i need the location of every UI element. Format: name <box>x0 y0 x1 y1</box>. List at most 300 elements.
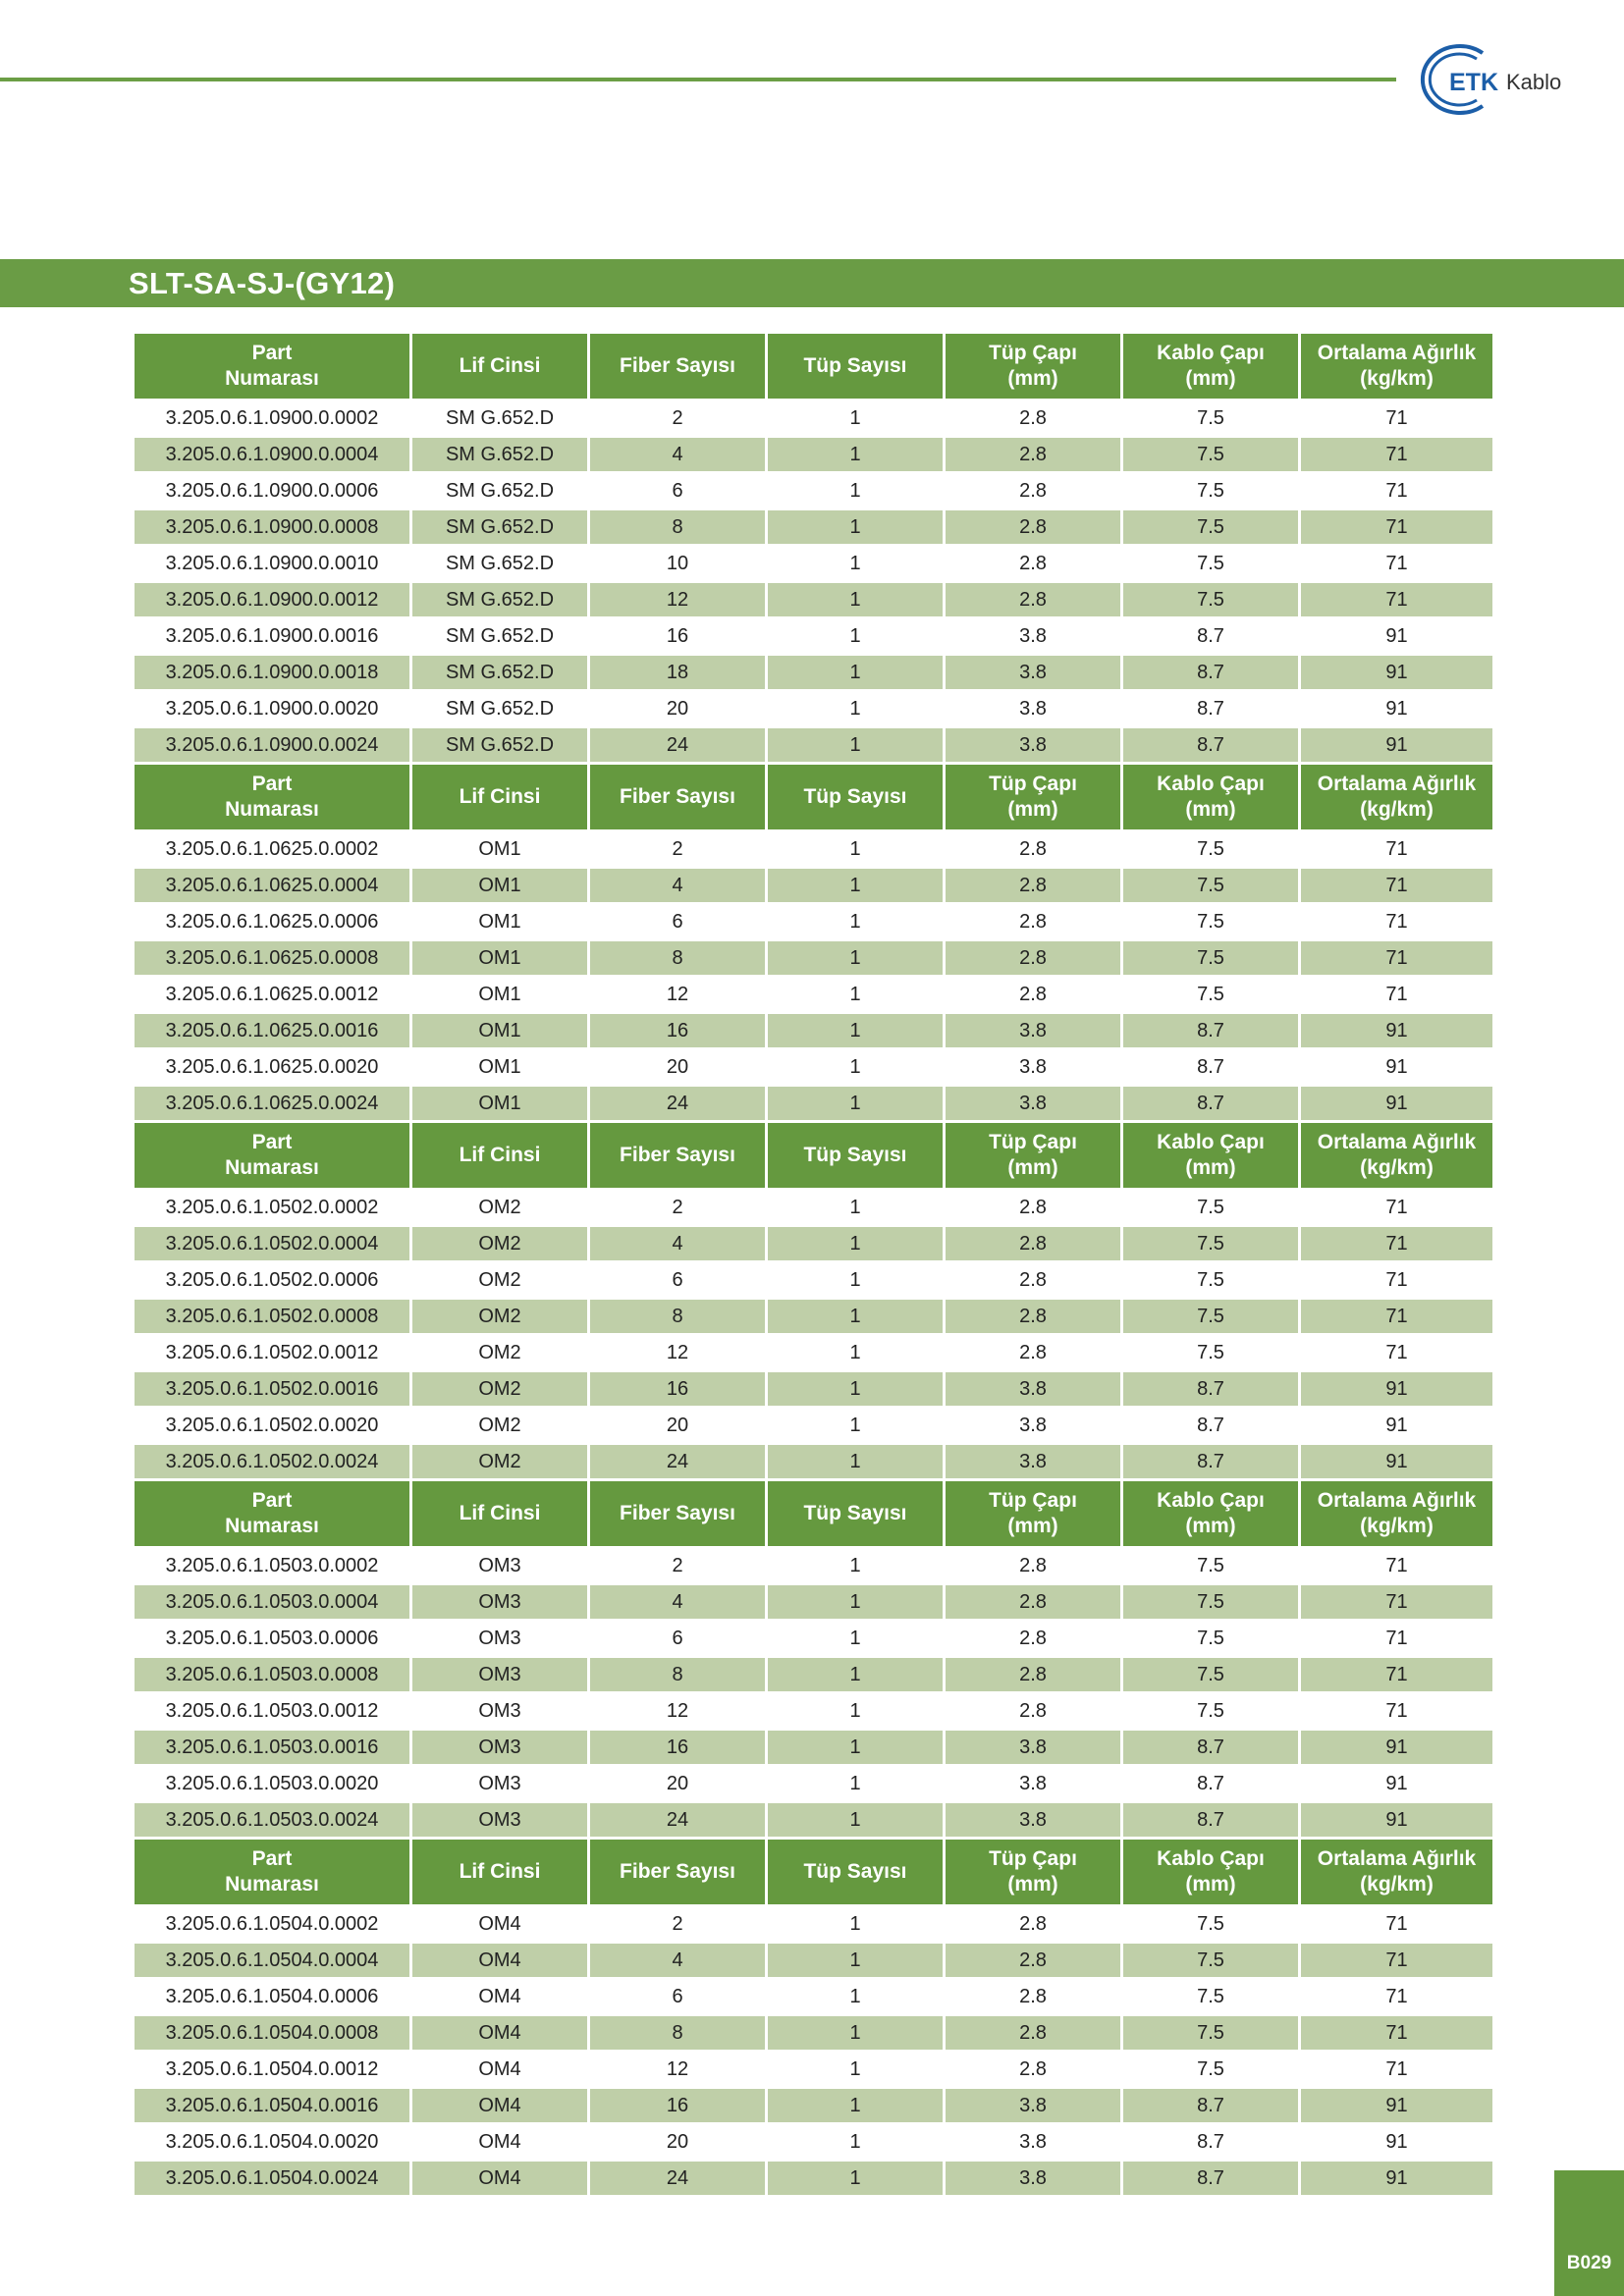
table-header-row <box>135 1481 1492 1549</box>
cell-part-number: 3.205.0.6.1.0502.0.0024 <box>135 1445 409 1481</box>
cell-part-number: 3.205.0.6.1.0625.0.0020 <box>135 1050 409 1087</box>
cell-average-weight: 71 <box>1301 1694 1492 1731</box>
cell-average-weight: 91 <box>1301 1014 1492 1050</box>
cell-tube-count: 1 <box>768 1549 943 1585</box>
cell-average-weight: 91 <box>1301 619 1492 656</box>
cell-fiber-type: OM4 <box>412 2089 587 2125</box>
cell-tube-count: 1 <box>768 1191 943 1227</box>
cell-average-weight: 91 <box>1301 1767 1492 1803</box>
cell-cable-diameter: 8.7 <box>1123 619 1298 656</box>
cell-fiber-count: 24 <box>590 2162 765 2198</box>
cell-tube-diameter: 2.8 <box>946 1336 1120 1372</box>
cell-average-weight: 71 <box>1301 1191 1492 1227</box>
cell-fiber-type: OM3 <box>412 1694 587 1731</box>
page-tab <box>1554 2170 1624 2296</box>
cell-tube-diameter: 3.8 <box>946 619 1120 656</box>
cell-tube-count: 1 <box>768 619 943 656</box>
logo-rings-icon <box>1418 35 1595 124</box>
column-header-fiber-count: Fiber Sayısı <box>590 1123 765 1191</box>
cell-fiber-count: 8 <box>590 2016 765 2053</box>
cell-fiber-count: 20 <box>590 1409 765 1445</box>
table-row <box>135 1087 1492 1123</box>
cell-part-number: 3.205.0.6.1.0900.0.0018 <box>135 656 409 692</box>
cell-tube-diameter: 2.8 <box>946 1694 1120 1731</box>
column-header-cable-diameter: Kablo Çapı (mm) <box>1123 334 1298 401</box>
cell-fiber-type: SM G.652.D <box>412 619 587 656</box>
cell-fiber-type: OM3 <box>412 1549 587 1585</box>
table-row <box>135 1014 1492 1050</box>
cell-part-number: 3.205.0.6.1.0504.0.0016 <box>135 2089 409 2125</box>
cell-part-number: 3.205.0.6.1.0625.0.0012 <box>135 978 409 1014</box>
cell-tube-count: 1 <box>768 1409 943 1445</box>
cell-part-number: 3.205.0.6.1.0900.0.0016 <box>135 619 409 656</box>
cell-average-weight: 91 <box>1301 2162 1492 2198</box>
page-number: B029 <box>1566 2253 1612 2273</box>
cell-cable-diameter: 7.5 <box>1123 1191 1298 1227</box>
column-header-cable-diameter: Kablo Çapı (mm) <box>1123 1840 1298 1907</box>
cell-tube-diameter: 3.8 <box>946 1731 1120 1767</box>
cell-tube-diameter: 2.8 <box>946 1263 1120 1300</box>
cell-fiber-count: 12 <box>590 1694 765 1731</box>
cell-average-weight: 71 <box>1301 1585 1492 1622</box>
cell-tube-count: 1 <box>768 1372 943 1409</box>
cell-fiber-type: OM1 <box>412 905 587 941</box>
cell-fiber-type: OM1 <box>412 832 587 869</box>
cell-average-weight: 91 <box>1301 656 1492 692</box>
cell-fiber-count: 4 <box>590 869 765 905</box>
column-header-fiber-type: Lif Cinsi <box>412 1123 587 1191</box>
column-header-fiber-type: Lif Cinsi <box>412 334 587 401</box>
cell-cable-diameter: 7.5 <box>1123 1227 1298 1263</box>
cell-fiber-count: 8 <box>590 941 765 978</box>
cell-tube-diameter: 3.8 <box>946 1087 1120 1123</box>
column-header-tube-diameter: Tüp Çapı (mm) <box>946 1123 1120 1191</box>
cell-tube-diameter: 3.8 <box>946 656 1120 692</box>
cell-fiber-type: OM2 <box>412 1191 587 1227</box>
table-row <box>135 1050 1492 1087</box>
cell-fiber-count: 10 <box>590 547 765 583</box>
cell-tube-diameter: 2.8 <box>946 978 1120 1014</box>
cell-average-weight: 91 <box>1301 2125 1492 2162</box>
column-header-tube-diameter: Tüp Çapı (mm) <box>946 765 1120 832</box>
cell-fiber-type: SM G.652.D <box>412 510 587 547</box>
table-row <box>135 1585 1492 1622</box>
cell-fiber-type: OM4 <box>412 1980 587 2016</box>
cell-cable-diameter: 8.7 <box>1123 692 1298 728</box>
cell-tube-diameter: 2.8 <box>946 438 1120 474</box>
table-row <box>135 1907 1492 1944</box>
column-header-cable-diameter: Kablo Çapı (mm) <box>1123 765 1298 832</box>
cell-tube-diameter: 3.8 <box>946 1803 1120 1840</box>
cell-cable-diameter: 8.7 <box>1123 1014 1298 1050</box>
column-header-fiber-type: Lif Cinsi <box>412 1481 587 1549</box>
cell-fiber-count: 2 <box>590 1191 765 1227</box>
cell-tube-diameter: 3.8 <box>946 2162 1120 2198</box>
cell-cable-diameter: 7.5 <box>1123 2016 1298 2053</box>
cell-fiber-type: SM G.652.D <box>412 401 587 438</box>
table-row <box>135 692 1492 728</box>
cell-cable-diameter: 7.5 <box>1123 474 1298 510</box>
cell-average-weight: 71 <box>1301 438 1492 474</box>
cell-fiber-type: OM2 <box>412 1445 587 1481</box>
column-header-part-number: Part Numarası <box>135 765 409 832</box>
cell-tube-diameter: 2.8 <box>946 547 1120 583</box>
cell-fiber-type: OM4 <box>412 1944 587 1980</box>
cell-fiber-type: OM2 <box>412 1300 587 1336</box>
table-row <box>135 1191 1492 1227</box>
cell-part-number: 3.205.0.6.1.0504.0.0012 <box>135 2053 409 2089</box>
column-header-average-weight: Ortalama Ağırlık (kg/km) <box>1301 1840 1492 1907</box>
table-row <box>135 1803 1492 1840</box>
cell-cable-diameter: 8.7 <box>1123 2125 1298 2162</box>
table-row <box>135 728 1492 765</box>
cell-cable-diameter: 7.5 <box>1123 1549 1298 1585</box>
cell-fiber-count: 16 <box>590 2089 765 2125</box>
cell-part-number: 3.205.0.6.1.0625.0.0016 <box>135 1014 409 1050</box>
cell-average-weight: 71 <box>1301 1944 1492 1980</box>
cell-tube-diameter: 3.8 <box>946 2089 1120 2125</box>
cell-tube-count: 1 <box>768 401 943 438</box>
cell-fiber-count: 20 <box>590 2125 765 2162</box>
cell-fiber-count: 16 <box>590 1731 765 1767</box>
cell-tube-count: 1 <box>768 1227 943 1263</box>
table-row <box>135 2125 1492 2162</box>
cell-tube-diameter: 3.8 <box>946 728 1120 765</box>
cell-cable-diameter: 7.5 <box>1123 1336 1298 1372</box>
cell-cable-diameter: 8.7 <box>1123 1409 1298 1445</box>
table-row <box>135 1658 1492 1694</box>
cell-fiber-count: 4 <box>590 1227 765 1263</box>
cell-part-number: 3.205.0.6.1.0502.0.0004 <box>135 1227 409 1263</box>
table-row <box>135 1731 1492 1767</box>
cell-average-weight: 71 <box>1301 1227 1492 1263</box>
cell-cable-diameter: 8.7 <box>1123 1372 1298 1409</box>
cell-part-number: 3.205.0.6.1.0502.0.0020 <box>135 1409 409 1445</box>
cell-tube-diameter: 3.8 <box>946 1409 1120 1445</box>
cell-fiber-count: 2 <box>590 1549 765 1585</box>
table-row <box>135 1622 1492 1658</box>
cell-cable-diameter: 7.5 <box>1123 510 1298 547</box>
cell-part-number: 3.205.0.6.1.0900.0.0004 <box>135 438 409 474</box>
cell-cable-diameter: 7.5 <box>1123 1694 1298 1731</box>
column-header-cable-diameter: Kablo Çapı (mm) <box>1123 1123 1298 1191</box>
table-row <box>135 510 1492 547</box>
cell-fiber-count: 8 <box>590 1658 765 1694</box>
table-row <box>135 1227 1492 1263</box>
cell-fiber-type: OM2 <box>412 1409 587 1445</box>
cell-average-weight: 71 <box>1301 978 1492 1014</box>
cell-fiber-type: OM1 <box>412 941 587 978</box>
cell-tube-diameter: 3.8 <box>946 1767 1120 1803</box>
cell-part-number: 3.205.0.6.1.0900.0.0020 <box>135 692 409 728</box>
page-title: SLT-SA-SJ-(GY12) <box>129 266 396 300</box>
cell-tube-diameter: 3.8 <box>946 692 1120 728</box>
cell-tube-count: 1 <box>768 692 943 728</box>
cell-average-weight: 71 <box>1301 905 1492 941</box>
table-row <box>135 401 1492 438</box>
cell-tube-count: 1 <box>768 2089 943 2125</box>
cell-fiber-type: SM G.652.D <box>412 728 587 765</box>
logo-word: Kablo <box>1506 70 1562 94</box>
cell-average-weight: 91 <box>1301 1445 1492 1481</box>
cell-part-number: 3.205.0.6.1.0503.0.0004 <box>135 1585 409 1622</box>
cell-tube-diameter: 2.8 <box>946 869 1120 905</box>
cell-fiber-count: 4 <box>590 1944 765 1980</box>
cell-part-number: 3.205.0.6.1.0504.0.0020 <box>135 2125 409 2162</box>
cell-tube-diameter: 2.8 <box>946 1191 1120 1227</box>
logo-mark: ETK <box>1449 69 1498 96</box>
cell-tube-count: 1 <box>768 474 943 510</box>
cell-fiber-count: 8 <box>590 1300 765 1336</box>
cell-tube-count: 1 <box>768 1585 943 1622</box>
table-row <box>135 1944 1492 1980</box>
cell-fiber-count: 2 <box>590 1907 765 1944</box>
cell-part-number: 3.205.0.6.1.0900.0.0012 <box>135 583 409 619</box>
cell-fiber-type: SM G.652.D <box>412 583 587 619</box>
table-row <box>135 2089 1492 2125</box>
cell-cable-diameter: 7.5 <box>1123 1907 1298 1944</box>
cell-fiber-count: 6 <box>590 905 765 941</box>
table-row <box>135 2016 1492 2053</box>
cell-tube-diameter: 2.8 <box>946 1658 1120 1694</box>
cell-tube-diameter: 3.8 <box>946 2125 1120 2162</box>
cell-tube-diameter: 2.8 <box>946 1300 1120 1336</box>
cell-cable-diameter: 8.7 <box>1123 728 1298 765</box>
cell-fiber-count: 24 <box>590 1803 765 1840</box>
column-header-average-weight: Ortalama Ağırlık (kg/km) <box>1301 334 1492 401</box>
cell-fiber-type: SM G.652.D <box>412 692 587 728</box>
cell-part-number: 3.205.0.6.1.0503.0.0006 <box>135 1622 409 1658</box>
table-row <box>135 941 1492 978</box>
cell-average-weight: 91 <box>1301 1050 1492 1087</box>
cell-cable-diameter: 7.5 <box>1123 401 1298 438</box>
cell-tube-count: 1 <box>768 2162 943 2198</box>
cell-cable-diameter: 7.5 <box>1123 1585 1298 1622</box>
cell-fiber-type: SM G.652.D <box>412 474 587 510</box>
table-row <box>135 1445 1492 1481</box>
cell-average-weight: 71 <box>1301 869 1492 905</box>
cell-tube-count: 1 <box>768 1300 943 1336</box>
table-row <box>135 832 1492 869</box>
cell-tube-diameter: 2.8 <box>946 1622 1120 1658</box>
cell-average-weight: 71 <box>1301 1300 1492 1336</box>
cell-part-number: 3.205.0.6.1.0503.0.0024 <box>135 1803 409 1840</box>
table-header-row <box>135 1840 1492 1907</box>
table-row <box>135 869 1492 905</box>
cell-part-number: 3.205.0.6.1.0502.0.0008 <box>135 1300 409 1336</box>
cell-tube-count: 1 <box>768 1087 943 1123</box>
cell-average-weight: 91 <box>1301 2089 1492 2125</box>
cell-tube-count: 1 <box>768 1944 943 1980</box>
cell-fiber-count: 16 <box>590 1014 765 1050</box>
cell-fiber-type: OM4 <box>412 2125 587 2162</box>
table-row <box>135 1409 1492 1445</box>
cell-part-number: 3.205.0.6.1.0625.0.0004 <box>135 869 409 905</box>
cell-tube-count: 1 <box>768 728 943 765</box>
cell-part-number: 3.205.0.6.1.0503.0.0012 <box>135 1694 409 1731</box>
cell-average-weight: 71 <box>1301 474 1492 510</box>
cell-tube-count: 1 <box>768 438 943 474</box>
cell-tube-count: 1 <box>768 547 943 583</box>
cell-tube-count: 1 <box>768 1050 943 1087</box>
table-row <box>135 1980 1492 2016</box>
cell-fiber-count: 4 <box>590 1585 765 1622</box>
cell-fiber-type: OM2 <box>412 1227 587 1263</box>
cell-fiber-type: OM1 <box>412 1014 587 1050</box>
cell-fiber-type: OM3 <box>412 1585 587 1622</box>
cell-fiber-type: OM4 <box>412 1907 587 1944</box>
table-row <box>135 1694 1492 1731</box>
cell-cable-diameter: 8.7 <box>1123 2089 1298 2125</box>
cell-tube-count: 1 <box>768 1694 943 1731</box>
cell-fiber-count: 24 <box>590 1087 765 1123</box>
cell-part-number: 3.205.0.6.1.0900.0.0006 <box>135 474 409 510</box>
cell-tube-diameter: 2.8 <box>946 1549 1120 1585</box>
cell-part-number: 3.205.0.6.1.0504.0.0002 <box>135 1907 409 1944</box>
cell-tube-count: 1 <box>768 1980 943 2016</box>
cell-tube-diameter: 2.8 <box>946 1585 1120 1622</box>
cell-tube-diameter: 2.8 <box>946 1944 1120 1980</box>
cell-tube-count: 1 <box>768 1907 943 1944</box>
cell-average-weight: 71 <box>1301 1907 1492 1944</box>
cell-cable-diameter: 7.5 <box>1123 2053 1298 2089</box>
cell-fiber-type: OM2 <box>412 1336 587 1372</box>
cell-average-weight: 71 <box>1301 1658 1492 1694</box>
cell-fiber-count: 20 <box>590 1050 765 1087</box>
table-header-row <box>135 334 1492 401</box>
table-row <box>135 438 1492 474</box>
column-header-average-weight: Ortalama Ağırlık (kg/km) <box>1301 1481 1492 1549</box>
cell-cable-diameter: 8.7 <box>1123 1087 1298 1123</box>
cell-average-weight: 91 <box>1301 1372 1492 1409</box>
cell-tube-diameter: 2.8 <box>946 401 1120 438</box>
cell-cable-diameter: 8.7 <box>1123 1803 1298 1840</box>
table-row <box>135 474 1492 510</box>
cell-fiber-count: 12 <box>590 978 765 1014</box>
cell-fiber-type: OM4 <box>412 2016 587 2053</box>
column-header-tube-diameter: Tüp Çapı (mm) <box>946 1481 1120 1549</box>
cell-fiber-count: 6 <box>590 474 765 510</box>
column-header-fiber-count: Fiber Sayısı <box>590 334 765 401</box>
cell-part-number: 3.205.0.6.1.0502.0.0006 <box>135 1263 409 1300</box>
cell-part-number: 3.205.0.6.1.0900.0.0024 <box>135 728 409 765</box>
cell-tube-count: 1 <box>768 510 943 547</box>
cell-part-number: 3.205.0.6.1.0503.0.0002 <box>135 1549 409 1585</box>
cell-average-weight: 91 <box>1301 1087 1492 1123</box>
cell-fiber-type: OM1 <box>412 1087 587 1123</box>
column-header-tube-count: Tüp Sayısı <box>768 1123 943 1191</box>
column-header-tube-diameter: Tüp Çapı (mm) <box>946 334 1120 401</box>
cell-cable-diameter: 7.5 <box>1123 1263 1298 1300</box>
cell-average-weight: 71 <box>1301 2053 1492 2089</box>
column-header-part-number: Part Numarası <box>135 1123 409 1191</box>
cell-average-weight: 91 <box>1301 728 1492 765</box>
cell-cable-diameter: 7.5 <box>1123 1658 1298 1694</box>
cell-tube-count: 1 <box>768 2016 943 2053</box>
cell-cable-diameter: 8.7 <box>1123 656 1298 692</box>
cell-fiber-count: 6 <box>590 1622 765 1658</box>
cell-fiber-count: 6 <box>590 1263 765 1300</box>
cell-tube-diameter: 2.8 <box>946 474 1120 510</box>
cell-fiber-type: SM G.652.D <box>412 438 587 474</box>
cell-tube-count: 1 <box>768 1445 943 1481</box>
column-header-tube-diameter: Tüp Çapı (mm) <box>946 1840 1120 1907</box>
cell-average-weight: 91 <box>1301 1803 1492 1840</box>
cell-cable-diameter: 7.5 <box>1123 1300 1298 1336</box>
table-row <box>135 656 1492 692</box>
column-header-part-number: Part Numarası <box>135 1481 409 1549</box>
spec-table-body <box>135 334 1492 2198</box>
cell-fiber-count: 16 <box>590 619 765 656</box>
cell-fiber-count: 12 <box>590 2053 765 2089</box>
cell-part-number: 3.205.0.6.1.0625.0.0006 <box>135 905 409 941</box>
title-bar <box>0 259 1624 307</box>
cell-fiber-type: OM1 <box>412 869 587 905</box>
cell-fiber-count: 18 <box>590 656 765 692</box>
table-row <box>135 619 1492 656</box>
cell-cable-diameter: 8.7 <box>1123 2162 1298 2198</box>
cell-average-weight: 71 <box>1301 1622 1492 1658</box>
cell-fiber-count: 20 <box>590 692 765 728</box>
column-header-average-weight: Ortalama Ağırlık (kg/km) <box>1301 1123 1492 1191</box>
cell-fiber-count: 16 <box>590 1372 765 1409</box>
cell-average-weight: 71 <box>1301 401 1492 438</box>
cell-part-number: 3.205.0.6.1.0504.0.0006 <box>135 1980 409 2016</box>
cell-average-weight: 71 <box>1301 583 1492 619</box>
cell-part-number: 3.205.0.6.1.0503.0.0016 <box>135 1731 409 1767</box>
cell-tube-diameter: 2.8 <box>946 941 1120 978</box>
cell-tube-diameter: 3.8 <box>946 1372 1120 1409</box>
cell-fiber-count: 20 <box>590 1767 765 1803</box>
table-row <box>135 978 1492 1014</box>
cell-average-weight: 71 <box>1301 832 1492 869</box>
cell-tube-diameter: 3.8 <box>946 1014 1120 1050</box>
header-rule <box>0 78 1396 81</box>
cell-tube-diameter: 2.8 <box>946 1907 1120 1944</box>
cell-part-number: 3.205.0.6.1.0900.0.0010 <box>135 547 409 583</box>
cell-cable-diameter: 8.7 <box>1123 1767 1298 1803</box>
cell-tube-diameter: 3.8 <box>946 1445 1120 1481</box>
cell-tube-diameter: 2.8 <box>946 2053 1120 2089</box>
cell-tube-count: 1 <box>768 1731 943 1767</box>
cell-fiber-type: SM G.652.D <box>412 656 587 692</box>
cell-average-weight: 71 <box>1301 1336 1492 1372</box>
cell-tube-count: 1 <box>768 832 943 869</box>
table-header-row <box>135 1123 1492 1191</box>
column-header-cable-diameter: Kablo Çapı (mm) <box>1123 1481 1298 1549</box>
cell-tube-count: 1 <box>768 583 943 619</box>
cell-tube-count: 1 <box>768 1658 943 1694</box>
cell-tube-count: 1 <box>768 1336 943 1372</box>
cell-cable-diameter: 7.5 <box>1123 869 1298 905</box>
cell-tube-diameter: 2.8 <box>946 2016 1120 2053</box>
cell-cable-diameter: 8.7 <box>1123 1050 1298 1087</box>
table-header-row <box>135 765 1492 832</box>
cell-tube-count: 1 <box>768 656 943 692</box>
cell-part-number: 3.205.0.6.1.0504.0.0008 <box>135 2016 409 2053</box>
cell-part-number: 3.205.0.6.1.0504.0.0024 <box>135 2162 409 2198</box>
cell-cable-diameter: 8.7 <box>1123 1731 1298 1767</box>
cell-average-weight: 71 <box>1301 510 1492 547</box>
cell-tube-count: 1 <box>768 1803 943 1840</box>
cell-tube-diameter: 3.8 <box>946 1050 1120 1087</box>
cell-fiber-count: 2 <box>590 401 765 438</box>
spec-table <box>132 334 1495 2198</box>
cell-average-weight: 91 <box>1301 1731 1492 1767</box>
cell-part-number: 3.205.0.6.1.0502.0.0012 <box>135 1336 409 1372</box>
cell-tube-count: 1 <box>768 1622 943 1658</box>
cell-average-weight: 91 <box>1301 692 1492 728</box>
